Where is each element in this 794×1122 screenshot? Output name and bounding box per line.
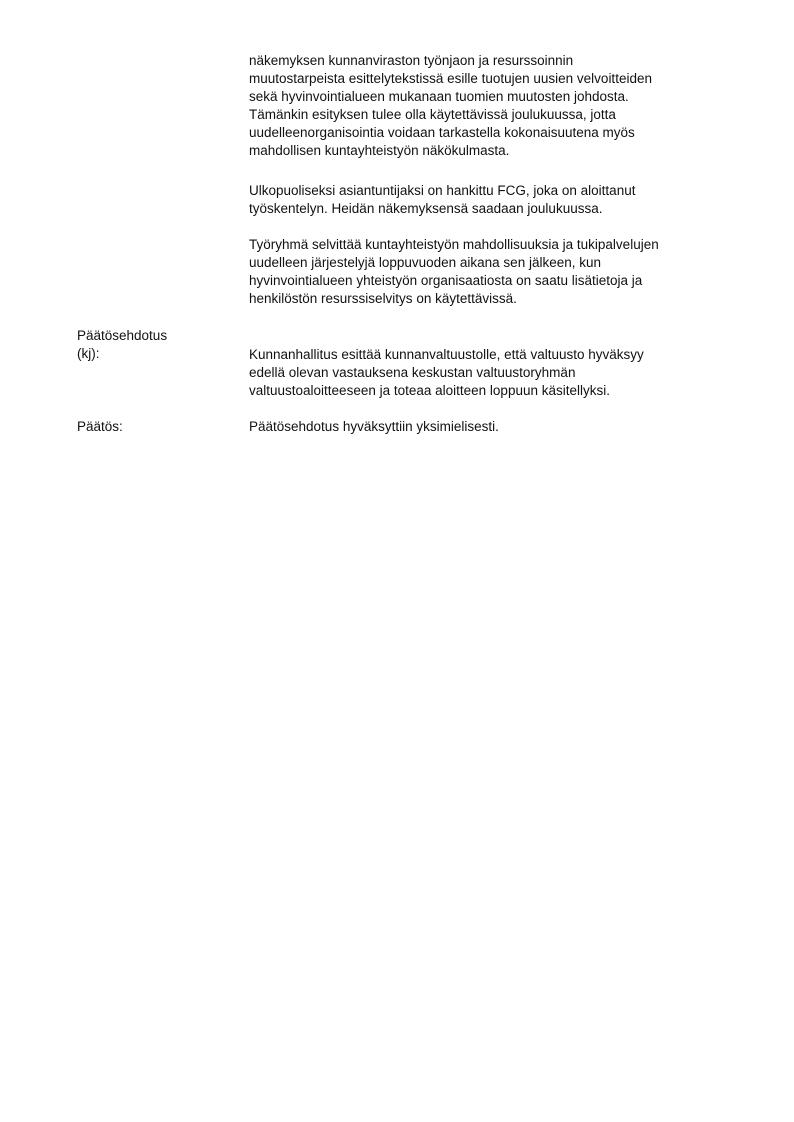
- decision-label: [77, 418, 242, 436]
- proposal-text: [249, 346, 749, 400]
- text-line: uudelleen järjestelyjä loppuvuoden aikana sen jälkeen, kun: [249, 255, 602, 270]
- paragraph-external-expert: [249, 182, 749, 218]
- text-line: sekä hyvinvointialueen mukanaan tuomien muutosten johdosta.: [249, 89, 629, 104]
- label-line: Päätösehdotus: [77, 328, 168, 343]
- text-line: Tämänkin esityksen tulee olla käytettävissä joulukuussa, jotta: [249, 107, 616, 122]
- text-line: työskentelyn. Heidän näkemyksensä saadaan joulukuussa.: [249, 201, 603, 216]
- paragraph-workload-review: [249, 52, 749, 160]
- text-line: hyvinvointialueen yhteistyön organisaatiosta on saatu lisätietoja ja: [249, 273, 643, 288]
- text-line: näkemyksen kunnanviraston työnjaon ja resurssoinnin: [249, 53, 574, 68]
- paragraph-working-group: [249, 236, 749, 308]
- decision-text: [249, 418, 749, 436]
- text-line: mahdollisen kuntayhteistyön näkökulmasta.: [249, 143, 510, 158]
- label-line: (kj):: [77, 346, 100, 361]
- text-line: Ulkopuoliseksi asiantuntijaksi on hankittu FCG, joka on aloittanut: [249, 183, 636, 198]
- text-line: Päätösehdotus hyväksyttiin yksimielisesti.: [249, 419, 499, 434]
- text-line: muutostarpeista esittelytekstissä esille tuotujen uusien velvoitteiden: [249, 71, 652, 86]
- text-line: uudelleenorganisointia voidaan tarkastella kokonaisuutena myös: [249, 125, 635, 140]
- text-line: edellä olevan vastauksena keskustan valtuustoryhmän: [249, 365, 576, 380]
- text-line: Työryhmä selvittää kuntayhteistyön mahdollisuuksia ja tukipalvelujen: [249, 237, 659, 252]
- label-line: Päätös:: [77, 419, 123, 434]
- text-line: henkilöstön resurssiselvitys on käytettävissä.: [249, 291, 517, 306]
- text-line: Kunnanhallitus esittää kunnanvaltuustolle, että valtuusto hyväksyy: [249, 347, 644, 362]
- proposal-label: [77, 327, 242, 363]
- text-line: valtuustoaloitteeseen ja toteaa aloitteen loppuun käsitellyksi.: [249, 383, 610, 398]
